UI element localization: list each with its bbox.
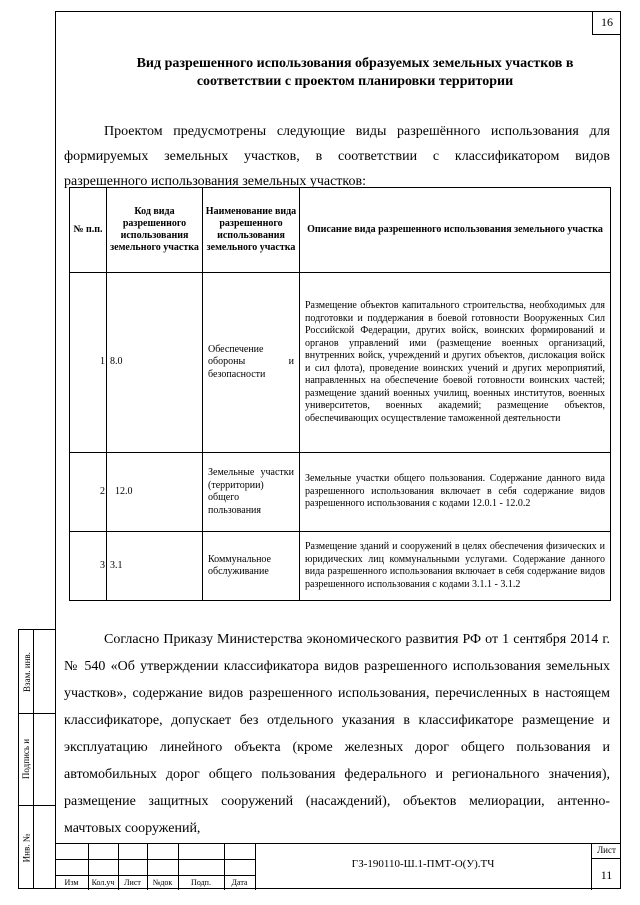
side-label-podpis: Подпись и	[21, 738, 32, 780]
intro-paragraph: Проектом предусмотрены следующие виды разрешённого использования для формируемых земельных участков, в соответствии с классификатором видов разрешенного использования земельных участков:	[64, 124, 610, 189]
sheet-number: 11	[600, 868, 613, 882]
sheet-label: Лист	[597, 845, 616, 855]
row-description: Размещение зданий и сооружений в целях обеспечения физических и юридических лиц коммунальными услугами. Содержание данного вида разрешенного использования включает в себя содержание видов разрешенного использования с кодами 3.1.1 - 3.1.2	[300, 532, 611, 601]
tb-label-koluch: Кол.уч	[91, 878, 115, 887]
land-use-table	[69, 187, 611, 601]
table-row	[70, 532, 611, 601]
doc-code: ГЗ-190110-Ш.1-ПМТ-О(У).ТЧ	[351, 858, 495, 870]
tb-label-izm: Изм	[64, 878, 79, 887]
row-num: 3	[70, 532, 107, 601]
row-name: Коммунальное обслуживание	[203, 532, 300, 601]
row-num: 1	[70, 273, 107, 453]
row-description: Земельные участки общего пользования. Содержание данного вида разрешенного использования включает в себя содержание видов разрешенного использования с кодами 12.0.1 - 12.0.2	[300, 453, 611, 532]
header-num: № п.п.	[70, 188, 107, 273]
body-paragraph: Согласно Приказу Министерства экономического развития РФ от 1 сентября 2014 г. № 540 «Об утверждении классификатора видов разрешенного использования земельных участков», содержание видов разрешенного использования, перечисленных в настоящем классификаторе, допускает без отдельного указания в классификаторе размещение и эксплуатацию линейного объекта (кроме железных дорог общего пользования и автомобильных дорог общего пользования федерального и регионального значения), размещение защитных сооружений (насаждений), объектов мелиорации, антенно-мачтовых сооружений,	[64, 632, 610, 836]
tb-label-ndok: №док	[152, 878, 173, 887]
side-stamp	[18, 629, 55, 889]
row-code: 3.1	[107, 532, 203, 601]
tb-label-podp: Подп.	[191, 878, 211, 887]
table-row	[70, 453, 611, 532]
side-label-inv: Инв. №	[21, 833, 32, 862]
row-description: Размещение объектов капитального строительства, необходимых для подготовки и поддержания в боевой готовности Вооруженных Сил Российской Федерации, других войск, воинских формирований и органов управлений ими (размещение военных организаций, внутренних войск, учреждений и других объектов, дислокация войск и сил флота), проведение воинских учений и других мероприятий, направленных на обеспечение боевой готовности воинских частей; размещение зданий военных училищ, военных институтов, военных университетов, военных академий; размещение объектов, обеспечивающих осуществление таможенной деятельности	[300, 273, 611, 453]
row-name: Обеспечение обороны и безопасности	[203, 273, 300, 453]
header-description: Описание вида разрешенного использования земельного участка	[300, 188, 611, 273]
page-number: 16	[592, 11, 621, 35]
row-name: Земельные участки (территории) общего пользования	[203, 453, 300, 532]
row-code: 12.0	[107, 453, 203, 532]
header-name: Наименование вида разрешенного использования земельного участка	[203, 188, 300, 273]
row-code: 8.0	[107, 273, 203, 453]
header-code: Код вида разрешенного использования земельного участка	[107, 188, 203, 273]
document-title: Вид разрешенного использования образуемых земельных участков в соответствии с проектом планировки территории	[136, 56, 574, 89]
side-label-vzam: Взам. инв.	[21, 651, 32, 692]
tb-label-list: Лист	[124, 878, 141, 887]
title-block	[55, 843, 621, 889]
tb-label-data: Дата	[231, 878, 248, 887]
table-row	[70, 273, 611, 453]
row-num: 2	[70, 453, 107, 532]
table-header-row	[70, 188, 611, 273]
